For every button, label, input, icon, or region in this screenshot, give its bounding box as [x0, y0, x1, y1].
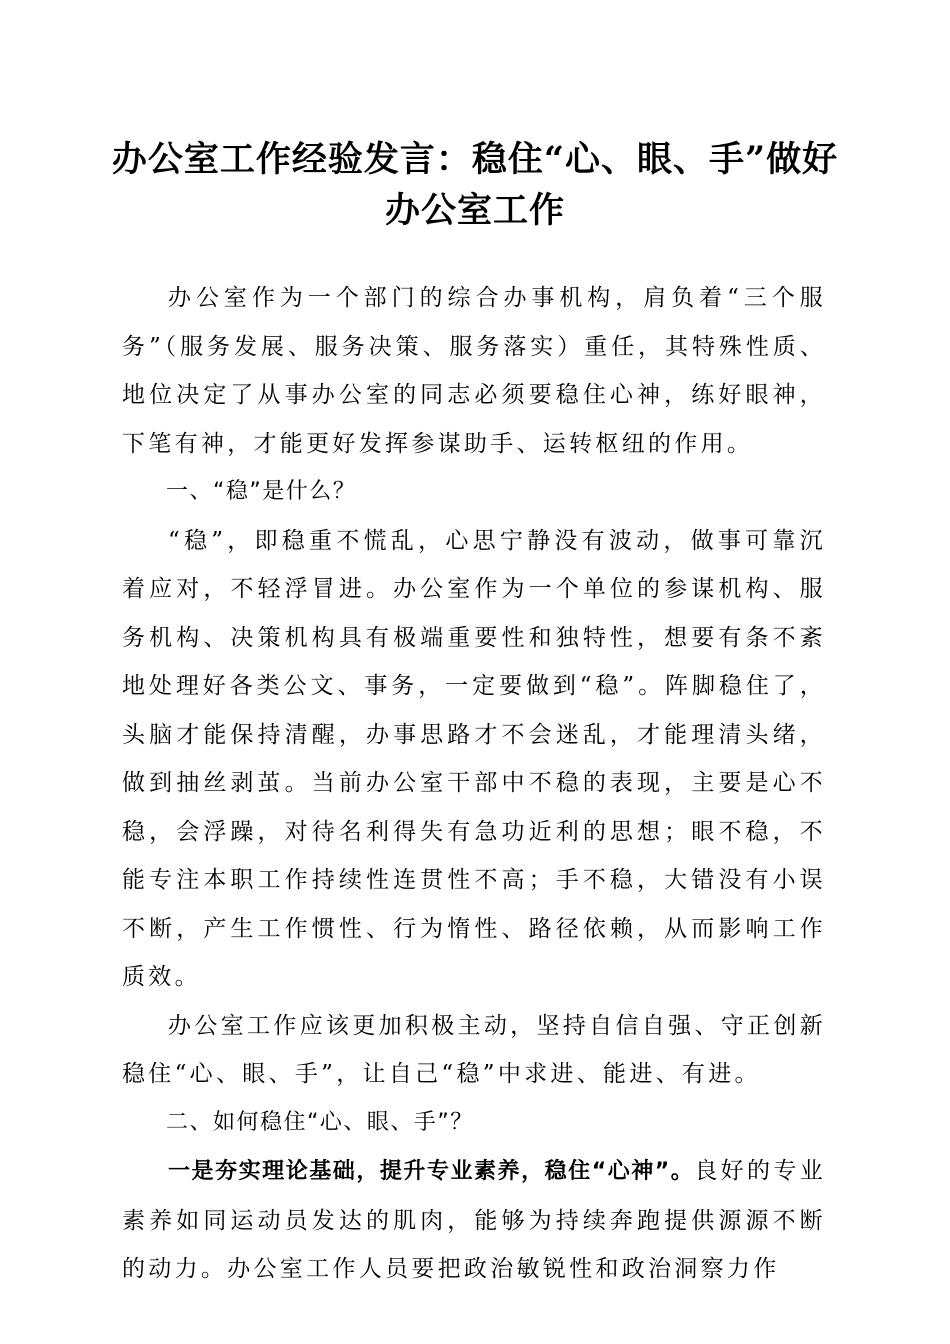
document-body [122, 274, 826, 1294]
section-2-paragraph-1-lead: 一是夯实理论基础，提升专业素养，稳住“心神”。 [168, 1159, 695, 1184]
section-1-paragraph-1: “稳”，即稳重不慌乱，心思宁静没有波动，做事可靠沉着应对，不轻浮冒进。办公室作为一个单位的参谋机构、服务机构、决策机构具有极端重要性和独特性，想要有条不紊地处理好各类公文、事务，一定要做到“稳”。阵脚稳住了，头脑才能保持清醒，办事思路才不会迷乱，才能理清头绪，做到抽丝剥茧。当前办公室干部中不稳的表现，主要是心不稳，会浮躁，对待名利得失有急功近利的思想；眼不稳，不能专注本职工作持续性连贯性不高；手不稳，大错没有小误不断，产生工作惯性、行为惰性、路径依赖，从而影响工作质效。 [122, 527, 826, 990]
section-1-heading: 一、“稳”是什么？ [166, 479, 357, 504]
intro-paragraph: 办公室作为一个部门的综合办事机构，肩负着“三个服务”（服务发展、服务决策、服务落实）重任，其特殊性质、地位决定了从事办公室的同志必须要稳住心神，练好眼神，下笔有神，才能更好发挥参谋助手、运转枢纽的作用。 [122, 285, 826, 457]
section-2-paragraph-1-text: 良好的专业素养如同运动员发达的肌肉，能够为持续奔跑提供源源不断的动力。办公室工作人员要把政治敏锐性和政治洞察力作 [122, 1158, 827, 1282]
document-title: 办公室工作经验发言：稳住“心、眼、手”做好办公室工作 [111, 139, 839, 231]
section-2-heading: 二、如何稳住“心、眼、手”？ [166, 1109, 474, 1135]
section-2-paragraph-1 [122, 1147, 826, 1294]
section-1-paragraph-2: 办公室工作应该更加积极主动，坚持自信自强、守正创新稳住“心、眼、手”，让自己“稳”中求进、能进、有进。 [122, 1012, 826, 1087]
